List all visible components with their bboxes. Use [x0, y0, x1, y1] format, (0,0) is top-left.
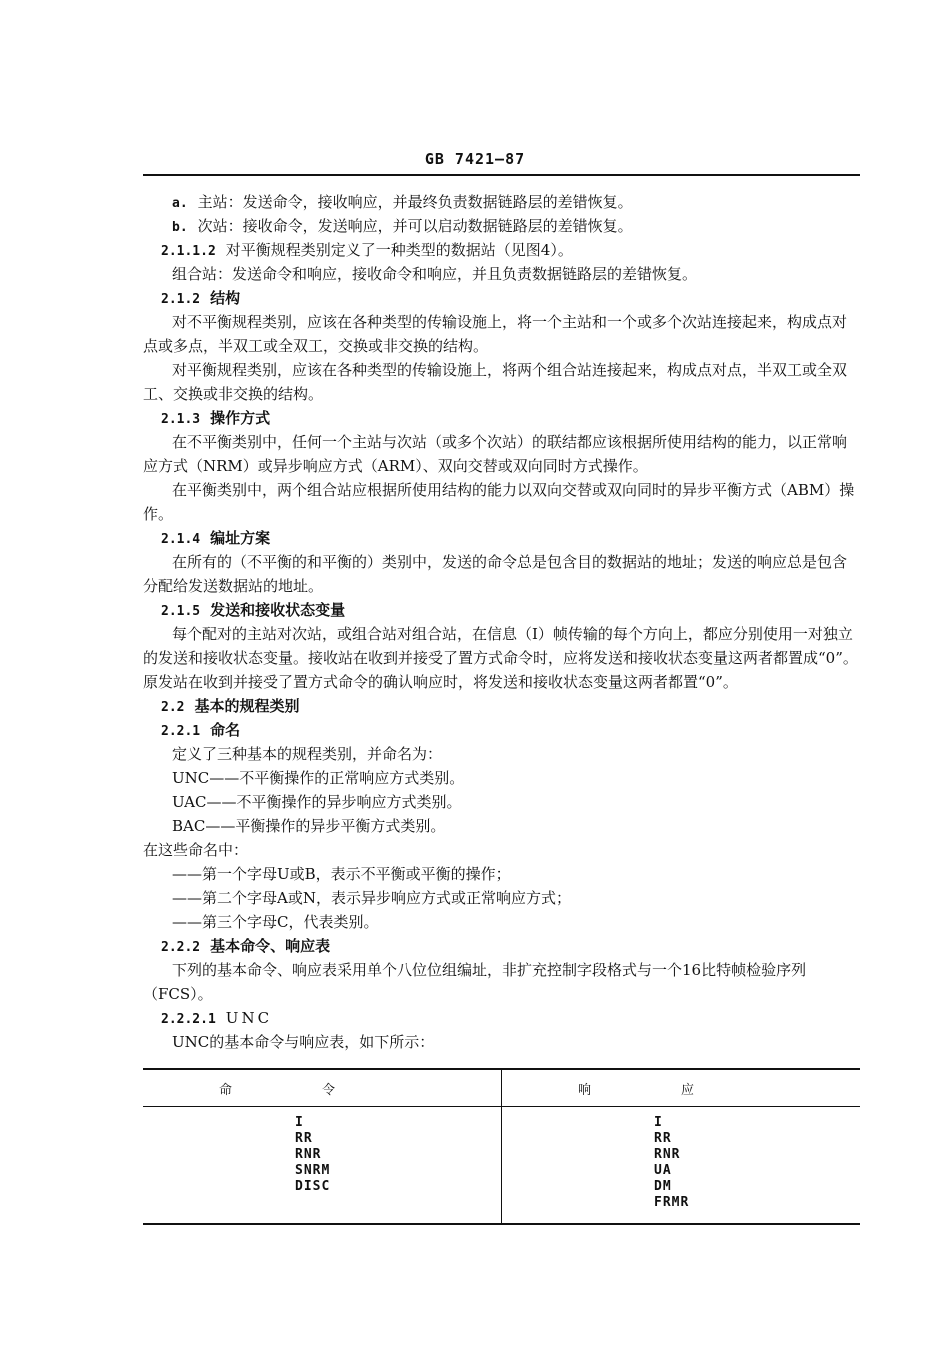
response-item: FRMR — [654, 1195, 690, 1210]
uac-definition: UAC——不平衡操作的异步响应方式类别。 — [172, 793, 462, 811]
response-item: RR — [654, 1131, 672, 1146]
section-text: 对平衡规程类别定义了一种类型的数据站（见图4）。 — [225, 241, 573, 259]
response-item: I — [654, 1115, 663, 1130]
command-item: RNR — [295, 1147, 322, 1162]
section-2-1-3-heading — [143, 406, 861, 430]
command-item: DISC — [295, 1179, 331, 1194]
second-letter-note: ——第二个字母A或N，表示异步响应方式或正常响应方式； — [172, 889, 571, 907]
bac-definition: BAC——平衡操作的异步平衡方式类别。 — [172, 817, 446, 835]
section-2-2-heading — [143, 694, 861, 718]
item-a-label: a. — [172, 196, 188, 211]
section-number: 2.1.4 — [161, 532, 201, 547]
command-item: I — [295, 1115, 304, 1130]
section-title: 编址方案 — [210, 529, 271, 547]
section-2-1-4-heading — [143, 526, 861, 550]
section-2-1-1-2 — [143, 238, 861, 262]
first-letter-note: ——第一个字母U或B，表示不平衡或平衡的操作； — [172, 865, 511, 883]
response-column-header: 响应 — [502, 1069, 861, 1107]
section-number: 2.2.2.1 — [161, 1012, 216, 1027]
combined-station: 组合站：发送命令和响应，接收命令和响应，并且负责数据链路层的差错恢复。 — [172, 265, 698, 283]
item-a — [143, 190, 861, 214]
section-title: 结构 — [210, 289, 241, 307]
section-number: 2.1.3 — [161, 412, 201, 427]
section-2-1-5-heading — [143, 598, 861, 622]
response-cell — [502, 1107, 861, 1225]
document-body — [143, 190, 861, 1054]
section-number: 2.2.1 — [161, 724, 201, 739]
section-title: 命名 — [210, 721, 241, 739]
document-code: GB 7421—87 — [424, 150, 526, 168]
item-b — [143, 214, 861, 238]
structure-paragraph-1: 对不平衡规程类别，应该在各种类型的传输设施上，将一个主站和一个或多个次站连接起来，构成点对点或多点，半双工或全双工，交换或非交换的结构。 — [143, 313, 848, 355]
response-item: DM — [654, 1179, 672, 1194]
section-title: 操作方式 — [210, 409, 271, 427]
operation-paragraph-2: 在平衡类别中，两个组合站应根据所使用结构的能力以双向交替或双向同时的异步平衡方式（ABM）操作。 — [143, 481, 855, 523]
command-list — [143, 1115, 501, 1195]
section-2-2-2-heading — [143, 934, 861, 958]
item-a-text: 主站：发送命令，接收响应，并最终负责数据链路层的差错恢复。 — [197, 193, 633, 211]
unc-table-intro: UNC的基本命令与响应表，如下所示： — [172, 1033, 435, 1051]
section-title: 基本命令、响应表 — [210, 937, 331, 955]
third-letter-note: ——第三个字母C，代表类别。 — [172, 913, 379, 931]
state-variables-paragraph: 每个配对的主站对次站，或组合站对组合站，在信息（I）帧传输的每个方向上，都应分别使用一对独立的发送和接收状态变量。接收站在收到并接受了置方式命令时，应将发送和接收状态变量这两者都置成“0”。原发站在收到并接受了置方式命令的确认响应时，将发送和接收状态变量这两者都置“0”。 — [143, 625, 858, 691]
command-item: RR — [295, 1131, 313, 1146]
section-number: 2.1.2 — [161, 292, 201, 307]
command-column-header: 命令 — [143, 1069, 502, 1107]
section-2-2-2-1-heading — [143, 1006, 861, 1030]
section-title: 基本的规程类别 — [194, 697, 300, 715]
unc-definition: UNC——不平衡操作的正常响应方式类别。 — [172, 769, 465, 787]
response-list — [502, 1115, 860, 1211]
structure-paragraph-2: 对平衡规程类别，应该在各种类型的传输设施上，将两个组合站连接起来，构成点对点，半双工或全双工、交换或非交换的结构。 — [143, 361, 848, 403]
section-number: 2.1.1.2 — [161, 244, 216, 259]
unc-command-response-table — [143, 1068, 860, 1225]
section-number: 2.2.2 — [161, 940, 201, 955]
command-item: SNRM — [295, 1163, 331, 1178]
header-rule — [143, 174, 860, 176]
command-cell — [143, 1107, 502, 1225]
section-number: 2.1.5 — [161, 604, 201, 619]
naming-note-intro: 在这些命名中： — [143, 841, 249, 859]
section-2-1-2-heading — [143, 286, 861, 310]
section-number: 2.2 — [161, 700, 185, 715]
addressing-paragraph: 在所有的（不平衡的和平衡的）类别中，发送的命令总是包含目的数据站的地址；发送的响应总是包含分配给发送数据站的地址。 — [143, 553, 848, 595]
item-b-text: 次站：接收命令，发送响应，并可以启动数据链路层的差错恢复。 — [197, 217, 633, 235]
operation-paragraph-1: 在不平衡类别中，任何一个主站与次站（或多个次站）的联结都应该根据所使用结构的能力，以正常响应方式（NRM）或异步响应方式（ARM）、双向交替或双向同时方式操作。 — [143, 433, 848, 475]
basic-table-paragraph: 下列的基本命令、响应表采用单个八位位组编址，非扩充控制字段格式与一个16比特帧检验序列（FCS）。 — [143, 961, 807, 1003]
section-2-2-1-heading — [143, 718, 861, 742]
naming-intro: 定义了三种基本的规程类别，并命名为： — [172, 745, 443, 763]
section-title: UNC — [225, 1009, 273, 1027]
response-item: RNR — [654, 1147, 681, 1162]
response-item: UA — [654, 1163, 672, 1178]
section-title: 发送和接收状态变量 — [210, 601, 346, 619]
item-b-label: b. — [172, 220, 188, 235]
